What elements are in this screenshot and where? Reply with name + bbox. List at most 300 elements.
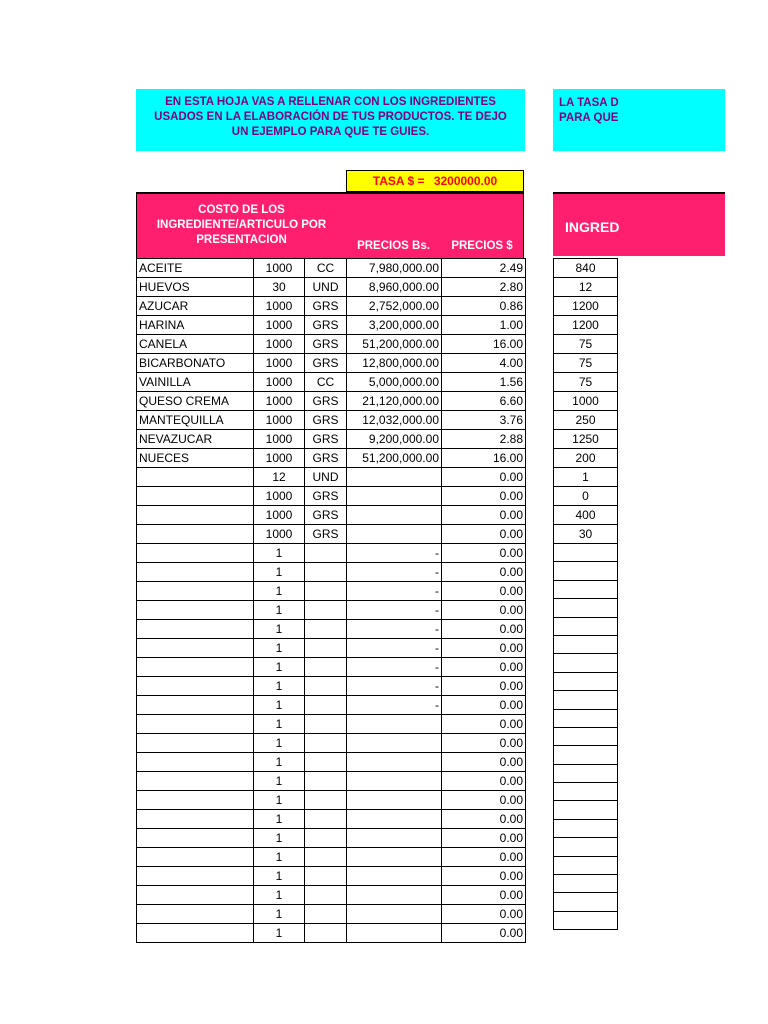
cell-price-usd[interactable]: 2.49 [442,259,526,278]
cell-unit[interactable] [305,772,347,791]
cell-ingredient[interactable] [137,677,254,696]
cell-side-quantity[interactable] [554,893,618,911]
cell-unit[interactable] [305,867,347,886]
cell-ingredient[interactable] [137,924,254,943]
cell-price-usd[interactable]: 16.00 [442,335,526,354]
cell-price-usd[interactable]: 2.88 [442,430,526,449]
cell-quantity[interactable]: 1 [254,791,305,810]
cell-quantity[interactable]: 1 [254,639,305,658]
cell-unit[interactable] [305,829,347,848]
cell-price-usd[interactable]: 0.00 [442,525,526,544]
cell-ingredient[interactable] [137,753,254,772]
cell-side-quantity[interactable] [554,727,618,745]
cell-quantity[interactable]: 1000 [254,297,305,316]
cell-side-quantity[interactable]: 1200 [554,297,618,316]
cell-ingredient[interactable] [137,848,254,867]
table-row [137,259,526,278]
cell-price-usd[interactable]: 0.00 [442,582,526,601]
cell-quantity[interactable]: 1 [254,848,305,867]
cell-side-quantity[interactable]: 1250 [554,430,618,449]
cell-side-quantity[interactable] [554,709,618,727]
cell-side-quantity[interactable]: 0 [554,487,618,506]
table-row [554,709,618,727]
cell-quantity[interactable]: 1 [254,582,305,601]
table-row [137,582,526,601]
cell-unit[interactable]: GRS [305,430,347,449]
cell-price-usd[interactable]: 0.86 [442,297,526,316]
table-row [137,354,526,373]
cell-ingredient[interactable] [137,525,254,544]
table-row [137,411,526,430]
cell-price-bs[interactable]: 21,120,000.00 [347,392,442,411]
table-row [137,810,526,829]
rate-note [553,89,725,151]
table-row [554,525,618,544]
table-row [554,654,618,672]
table-row [137,848,526,867]
cell-price-bs[interactable] [347,848,442,867]
cell-quantity[interactable]: 1 [254,772,305,791]
table-row [137,563,526,582]
cell-price-usd[interactable]: 1.56 [442,373,526,392]
cell-quantity[interactable]: 1 [254,563,305,582]
cell-quantity[interactable]: 1 [254,734,305,753]
cell-side-quantity[interactable]: 250 [554,411,618,430]
cell-side-quantity[interactable]: 1200 [554,316,618,335]
table-row [137,734,526,753]
table-row [137,601,526,620]
cell-unit[interactable] [305,677,347,696]
cell-unit[interactable]: UND [305,278,347,297]
cell-side-quantity[interactable] [554,783,618,801]
cell-price-usd[interactable]: 0.00 [442,601,526,620]
cell-price-usd[interactable]: 0.00 [442,753,526,772]
table-row [137,620,526,639]
cell-ingredient[interactable] [137,886,254,905]
cell-quantity[interactable]: 1000 [254,259,305,278]
table-row [137,677,526,696]
cell-price-bs[interactable] [347,772,442,791]
cell-unit[interactable]: GRS [305,525,347,544]
cell-price-bs[interactable] [347,468,442,487]
table-row [554,911,618,929]
cell-side-quantity[interactable]: 30 [554,525,618,544]
table-row [137,430,526,449]
cell-quantity[interactable]: 1000 [254,392,305,411]
cell-ingredient[interactable] [137,696,254,715]
cell-quantity[interactable]: 1000 [254,525,305,544]
cell-price-bs[interactable]: - [347,582,442,601]
table-row [137,278,526,297]
table-row [554,316,618,335]
cell-side-quantity[interactable] [554,580,618,598]
cell-ingredient[interactable] [137,563,254,582]
cell-ingredient[interactable]: ACEITE [137,259,254,278]
cell-ingredient[interactable]: BICARBONATO [137,354,254,373]
cell-price-usd[interactable]: 0.00 [442,696,526,715]
cell-ingredient[interactable]: HUEVOS [137,278,254,297]
cell-quantity[interactable]: 1000 [254,373,305,392]
table-row [137,297,526,316]
header-description-line: PRESENTACION [196,234,287,246]
side-quantity-table [553,258,618,930]
cell-side-quantity[interactable] [554,654,618,672]
cell-quantity[interactable]: 1000 [254,354,305,373]
table-row [554,354,618,373]
table-row [554,580,618,598]
cell-price-usd[interactable]: 0.00 [442,487,526,506]
cell-unit[interactable] [305,639,347,658]
cell-price-usd[interactable]: 0.00 [442,848,526,867]
header-description-line: INGREDIENTE/ARTICULO POR [156,219,327,231]
cell-unit[interactable] [305,924,347,943]
cell-price-bs[interactable]: 8,960,000.00 [347,278,442,297]
cell-ingredient[interactable] [137,582,254,601]
cell-ingredient[interactable] [137,601,254,620]
cell-side-quantity[interactable]: 75 [554,335,618,354]
cell-unit[interactable] [305,544,347,563]
cell-unit[interactable]: GRS [305,316,347,335]
cell-side-quantity[interactable] [554,838,618,856]
cell-unit[interactable]: GRS [305,354,347,373]
cell-ingredient[interactable]: CANELA [137,335,254,354]
table-row [137,867,526,886]
cell-ingredient[interactable] [137,620,254,639]
instructions-line: UN EJEMPLO PARA QUE TE GUIES. [231,126,430,138]
cell-price-bs[interactable] [347,867,442,886]
cell-price-usd[interactable]: 0.00 [442,810,526,829]
cell-price-bs[interactable] [347,886,442,905]
cell-price-usd[interactable]: 0.00 [442,924,526,943]
cell-price-bs[interactable]: - [347,696,442,715]
cell-price-bs[interactable]: - [347,677,442,696]
cell-quantity[interactable]: 1000 [254,316,305,335]
cell-ingredient[interactable] [137,468,254,487]
table-row [554,335,618,354]
cell-price-bs[interactable] [347,829,442,848]
cell-quantity[interactable]: 1000 [254,449,305,468]
cell-price-usd[interactable]: 0.00 [442,905,526,924]
instructions-note [136,89,525,151]
table-row [554,875,618,893]
table-row [554,468,618,487]
table-row [554,672,618,690]
cell-price-usd[interactable]: 0.00 [442,544,526,563]
table-row [137,544,526,563]
cell-price-usd[interactable]: 0.00 [442,734,526,753]
cell-unit[interactable] [305,734,347,753]
cell-quantity[interactable]: 1 [254,696,305,715]
cell-side-quantity[interactable] [554,856,618,874]
cell-unit[interactable]: GRS [305,392,347,411]
table-row [554,562,618,580]
cell-side-quantity[interactable] [554,544,618,562]
table-row [554,819,618,837]
cell-unit[interactable] [305,563,347,582]
cell-price-bs[interactable] [347,715,442,734]
cell-price-bs[interactable]: - [347,658,442,677]
table-row [554,373,618,392]
cell-price-usd[interactable]: 6.60 [442,392,526,411]
cell-unit[interactable] [305,905,347,924]
table-row [554,259,618,278]
table-row [137,772,526,791]
cell-ingredient[interactable] [137,506,254,525]
cell-price-bs[interactable] [347,506,442,525]
cell-price-bs[interactable]: 12,032,000.00 [347,411,442,430]
cell-quantity[interactable]: 1000 [254,430,305,449]
cell-quantity[interactable]: 1 [254,620,305,639]
cell-ingredient[interactable] [137,810,254,829]
cell-price-bs[interactable] [347,734,442,753]
cell-quantity[interactable]: 1 [254,924,305,943]
table-row [554,599,618,617]
header-precios-bs: PRECIOS Bs. [346,192,441,258]
cell-side-quantity[interactable]: 200 [554,449,618,468]
cell-ingredient[interactable]: NUECES [137,449,254,468]
cell-price-bs[interactable] [347,487,442,506]
table-row [554,297,618,316]
cell-unit[interactable]: GRS [305,506,347,525]
cell-price-bs[interactable]: 9,200,000.00 [347,430,442,449]
table-row [554,893,618,911]
exchange-rate-cell[interactable] [346,170,524,192]
cell-price-usd[interactable]: 3.76 [442,411,526,430]
cell-side-quantity[interactable] [554,819,618,837]
cell-price-bs[interactable]: 51,200,000.00 [347,449,442,468]
cell-price-usd[interactable]: 0.00 [442,886,526,905]
cell-price-usd[interactable]: 0.00 [442,639,526,658]
cell-side-quantity[interactable]: 1000 [554,392,618,411]
cell-quantity[interactable]: 1 [254,829,305,848]
table-row [137,335,526,354]
cell-side-quantity[interactable] [554,562,618,580]
cell-ingredient[interactable]: HARINA [137,316,254,335]
cell-side-quantity[interactable]: 75 [554,373,618,392]
cell-unit[interactable] [305,848,347,867]
cell-side-quantity[interactable] [554,801,618,819]
cell-side-quantity[interactable]: 12 [554,278,618,297]
table-row [554,487,618,506]
cell-side-quantity[interactable] [554,746,618,764]
cell-price-bs[interactable]: 12,800,000.00 [347,354,442,373]
table-row [137,753,526,772]
table-row [137,468,526,487]
cell-price-bs[interactable] [347,810,442,829]
cell-quantity[interactable]: 1000 [254,487,305,506]
header-precios-usd: PRECIOS $ [441,192,524,258]
table-row [554,635,618,653]
cell-unit[interactable] [305,696,347,715]
table-row [554,691,618,709]
table-row [554,449,618,468]
cell-unit[interactable] [305,791,347,810]
cell-quantity[interactable]: 1 [254,544,305,563]
cell-ingredient[interactable] [137,905,254,924]
table-row [554,430,618,449]
table-row [137,715,526,734]
cell-price-bs[interactable] [347,525,442,544]
table-row [137,487,526,506]
cell-ingredient[interactable] [137,658,254,677]
cell-quantity[interactable]: 1 [254,601,305,620]
cell-quantity[interactable]: 1 [254,677,305,696]
cell-price-usd[interactable]: 0.00 [442,563,526,582]
cell-price-bs[interactable]: - [347,639,442,658]
instructions-line: USADOS EN LA ELABORACIÓN DE TUS PRODUCTOS. TE DEJO [154,111,507,123]
cell-quantity[interactable]: 1 [254,886,305,905]
cell-ingredient[interactable] [137,734,254,753]
cell-ingredient[interactable]: VAINILLA [137,373,254,392]
table-row [137,696,526,715]
header-description-line: COSTO DE LOS [198,204,285,216]
cell-price-bs[interactable]: 3,200,000.00 [347,316,442,335]
table-row [137,639,526,658]
cell-ingredient[interactable]: MANTEQUILLA [137,411,254,430]
cell-ingredient[interactable] [137,639,254,658]
cell-price-usd[interactable]: 0.00 [442,677,526,696]
cell-price-bs[interactable] [347,791,442,810]
cell-ingredient[interactable]: AZUCAR [137,297,254,316]
cell-unit[interactable] [305,582,347,601]
table-row [137,373,526,392]
table-row [554,617,618,635]
cell-ingredient[interactable] [137,715,254,734]
table-row [554,856,618,874]
cell-price-bs[interactable] [347,753,442,772]
cell-side-quantity[interactable]: 840 [554,259,618,278]
cell-price-usd[interactable]: 2.80 [442,278,526,297]
cell-unit[interactable]: CC [305,373,347,392]
cell-side-quantity[interactable] [554,911,618,929]
table-row [137,316,526,335]
cell-unit[interactable]: GRS [305,411,347,430]
cell-price-bs[interactable] [347,924,442,943]
table-row [137,829,526,848]
cell-quantity[interactable]: 1 [254,905,305,924]
table-row [137,658,526,677]
cell-side-quantity[interactable]: 75 [554,354,618,373]
table-row [554,746,618,764]
cell-unit[interactable] [305,886,347,905]
cell-price-bs[interactable]: - [347,601,442,620]
cell-ingredient[interactable] [137,791,254,810]
cell-price-usd[interactable]: 0.00 [442,772,526,791]
cell-price-usd[interactable]: 16.00 [442,449,526,468]
table-row [137,791,526,810]
instructions-line: EN ESTA HOJA VAS A RELLENAR CON LOS INGREDIENTES [165,96,496,108]
cell-side-quantity[interactable] [554,672,618,690]
cell-price-bs[interactable]: 7,980,000.00 [347,259,442,278]
cell-side-quantity[interactable]: 400 [554,506,618,525]
table-row [137,449,526,468]
cell-price-usd[interactable]: 0.00 [442,715,526,734]
table-row [554,392,618,411]
table-row [554,278,618,297]
cell-quantity[interactable]: 1000 [254,506,305,525]
cell-unit[interactable]: CC [305,259,347,278]
cell-unit[interactable]: GRS [305,449,347,468]
table-row [554,506,618,525]
cell-ingredient[interactable] [137,829,254,848]
cell-quantity[interactable]: 12 [254,468,305,487]
cell-price-bs[interactable]: - [347,563,442,582]
cell-price-bs[interactable]: - [347,544,442,563]
cell-quantity[interactable]: 1 [254,867,305,886]
cell-price-bs[interactable]: 51,200,000.00 [347,335,442,354]
cell-price-usd[interactable]: 0.00 [442,791,526,810]
cell-price-usd[interactable]: 0.00 [442,829,526,848]
table-row [137,392,526,411]
cell-unit[interactable] [305,601,347,620]
table-row [554,783,618,801]
cell-side-quantity[interactable] [554,691,618,709]
cell-ingredient[interactable] [137,772,254,791]
cell-price-usd[interactable]: 0.00 [442,658,526,677]
cell-side-quantity[interactable] [554,599,618,617]
cell-price-bs[interactable]: 2,752,000.00 [347,297,442,316]
cell-price-bs[interactable]: - [347,620,442,639]
cell-price-bs[interactable]: 5,000,000.00 [347,373,442,392]
cell-quantity[interactable]: 1 [254,810,305,829]
table-row [137,905,526,924]
cell-side-quantity[interactable] [554,635,618,653]
cell-unit[interactable] [305,810,347,829]
table-row [137,525,526,544]
cell-price-usd[interactable]: 0.00 [442,867,526,886]
cell-price-usd[interactable]: 0.00 [442,620,526,639]
cell-quantity[interactable]: 1 [254,715,305,734]
cell-price-usd[interactable]: 1.00 [442,316,526,335]
cell-unit[interactable] [305,753,347,772]
cell-unit[interactable] [305,658,347,677]
cell-quantity[interactable]: 1 [254,753,305,772]
cell-quantity[interactable]: 30 [254,278,305,297]
table-row [554,411,618,430]
cell-ingredient[interactable] [137,867,254,886]
cell-ingredient[interactable] [137,544,254,563]
table-row [554,544,618,562]
cell-unit[interactable]: UND [305,468,347,487]
cell-quantity[interactable]: 1000 [254,335,305,354]
cell-unit[interactable]: GRS [305,297,347,316]
cell-side-quantity[interactable] [554,764,618,782]
table-row [554,838,618,856]
cell-side-quantity[interactable] [554,875,618,893]
cell-unit[interactable] [305,620,347,639]
cell-price-bs[interactable] [347,905,442,924]
table-row [554,764,618,782]
table-row [554,801,618,819]
table-row [137,886,526,905]
exchange-rate-label: TASA $ = [372,174,425,188]
cell-side-quantity[interactable]: 1 [554,468,618,487]
table-row [137,924,526,943]
cell-quantity[interactable]: 1 [254,658,305,677]
table-row [554,727,618,745]
cell-unit[interactable] [305,715,347,734]
cell-ingredient[interactable]: QUESO CREMA [137,392,254,411]
cell-price-usd[interactable]: 4.00 [442,354,526,373]
cell-unit[interactable]: GRS [305,335,347,354]
cell-ingredient[interactable]: NEVAZUCAR [137,430,254,449]
cell-quantity[interactable]: 1000 [254,411,305,430]
cell-unit[interactable]: GRS [305,487,347,506]
cell-ingredient[interactable] [137,487,254,506]
cell-price-usd[interactable]: 0.00 [442,506,526,525]
cell-price-usd[interactable]: 0.00 [442,468,526,487]
cell-side-quantity[interactable] [554,617,618,635]
